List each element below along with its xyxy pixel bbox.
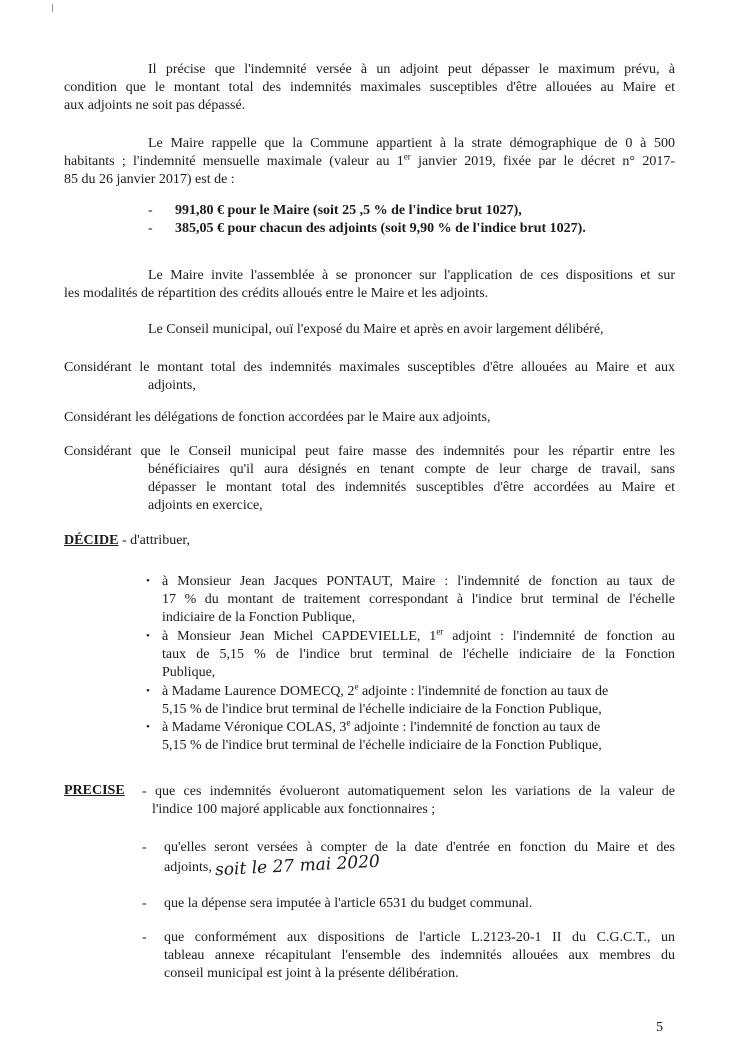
amount-maire: 991,80 € pour le Maire (soit 25 ,5 % de l'indice brut 1027), <box>175 203 522 218</box>
b1-line-1: à Monsieur Jean Jacques PONTAUT, Maire : l'indemnité de fonction au taux de <box>162 574 675 589</box>
amount-dash-2: - <box>148 221 153 236</box>
b1-line-3: indiciaire de la Fonction Publique, <box>162 610 356 625</box>
precise-label: PRECISE <box>64 783 125 798</box>
s2-dash: - <box>142 896 147 911</box>
bullet-icon: • <box>146 721 150 733</box>
c3-line-2: bénéficiaires qu'il aura désignés en tenant compte de leur charge de travail, sans <box>148 462 675 477</box>
precise-line-1: - que ces indemnités évolueront automatiquement selon les variations de la valeur de <box>142 784 675 799</box>
p1-line-3: aux adjoints ne soit pas dépassé. <box>64 98 246 113</box>
s1-line-1: qu'elles seront versées à compter de la date d'entrée en fonction du Maire et des <box>164 840 675 855</box>
p4-line: Le Conseil municipal, ouï l'exposé du Maire et après en avoir largement délibéré, <box>148 322 604 337</box>
b2-line-2: taux de 5,15 % de l'indice brut terminal de l'échelle indiciaire de la Fonction <box>162 647 675 662</box>
p3-line-1: Le Maire invite l'assemblée à se prononcer sur l'application de ces dispositions et sur <box>148 268 675 283</box>
bullet-icon: • <box>146 575 150 587</box>
s3-line-1: que conformément aux dispositions de l'article L.2123-20-1 II du C.G.C.T., un <box>164 930 675 945</box>
decide-line: DÉCIDE - d'attribuer, <box>64 533 191 548</box>
scan-mark <box>52 4 53 12</box>
p2-line-2: habitants ; l'indemnité mensuelle maximale (valeur au 1er janvier 2019, fixée par le décret n° 2017- <box>64 151 675 169</box>
s1-line-2: adjoints, soit le 27 mai 2020 <box>164 851 381 881</box>
s1-dash: - <box>142 840 147 855</box>
bullet-icon: • <box>146 685 150 697</box>
s3-line-3: conseil municipal est joint à la présente délibération. <box>164 966 459 981</box>
b4-line-2: 5,15 % de l'indice brut terminal de l'échelle indiciaire de la Fonction Publique, <box>162 738 602 753</box>
amount-adjoints: 385,05 € pour chacun des adjoints (soit 9,90 % de l'indice brut 1027). <box>175 221 586 236</box>
b2-line-1: à Monsieur Jean Michel CAPDEVIELLE, 1er adjoint : l'indemnité de fonction au <box>162 626 675 644</box>
b4-line-1: à Madame Véronique COLAS, 3e adjointe : l'indemnité de fonction au taux de <box>162 717 601 735</box>
c3-line-1: Considérant que le Conseil municipal peut faire masse des indemnités pour les répartir entre les <box>64 444 675 459</box>
c3-line-4: adjoints en exercice, <box>148 498 263 513</box>
p1-line-1: Il précise que l'indemnité versée à un adjoint peut dépasser le maximum prévu, à <box>148 62 675 77</box>
p1-line-2: condition que le montant total des indemnités maximales susceptibles d'être allouées au Maire et <box>64 80 675 95</box>
bullet-icon: • <box>146 630 150 642</box>
s3-dash: - <box>142 930 147 945</box>
s2-line: que la dépense sera imputée à l'article 6531 du budget communal. <box>164 896 533 911</box>
handwritten-date: soit le 27 mai 2020 <box>214 851 381 881</box>
amount-dash-1: - <box>148 203 153 218</box>
b3-line-1: à Madame Laurence DOMECQ, 2e adjointe : l'indemnité de fonction au taux de <box>162 681 609 699</box>
page-number: 5 <box>656 1020 663 1035</box>
s3-line-2: tableau annexe récapitulant l'ensemble des indemnités allouées aux membres du <box>164 948 675 963</box>
c2-line: Considérant les délégations de fonction accordées par le Maire aux adjoints, <box>64 410 491 425</box>
precise-line-2: l'indice 100 majoré applicable aux fonctionnaires ; <box>152 802 436 817</box>
decide-label: DÉCIDE <box>64 533 119 548</box>
c1-line-1: Considérant le montant total des indemnités maximales susceptibles d'être allouées au Maire et aux <box>64 360 675 375</box>
c3-line-3: dépasser le montant total des indemnités susceptibles d'être accordées au Maire et <box>148 480 675 495</box>
b1-line-2: 17 % du montant de traitement correspondant à l'indice brut terminal de l'échelle <box>162 592 675 607</box>
c1-line-2: adjoints, <box>148 378 196 393</box>
b2-line-3: Publique, <box>162 665 216 680</box>
p2-line-3: 85 du 26 janvier 2017) est de : <box>64 172 235 187</box>
p2-line-1: Le Maire rappelle que la Commune appartient à la strate démographique de 0 à 500 <box>148 136 675 151</box>
p3-line-2: les modalités de répartition des crédits alloués entre le Maire et les adjoints. <box>64 286 489 301</box>
b3-line-2: 5,15 % de l'indice brut terminal de l'échelle indiciaire de la Fonction Publique, <box>162 702 602 717</box>
